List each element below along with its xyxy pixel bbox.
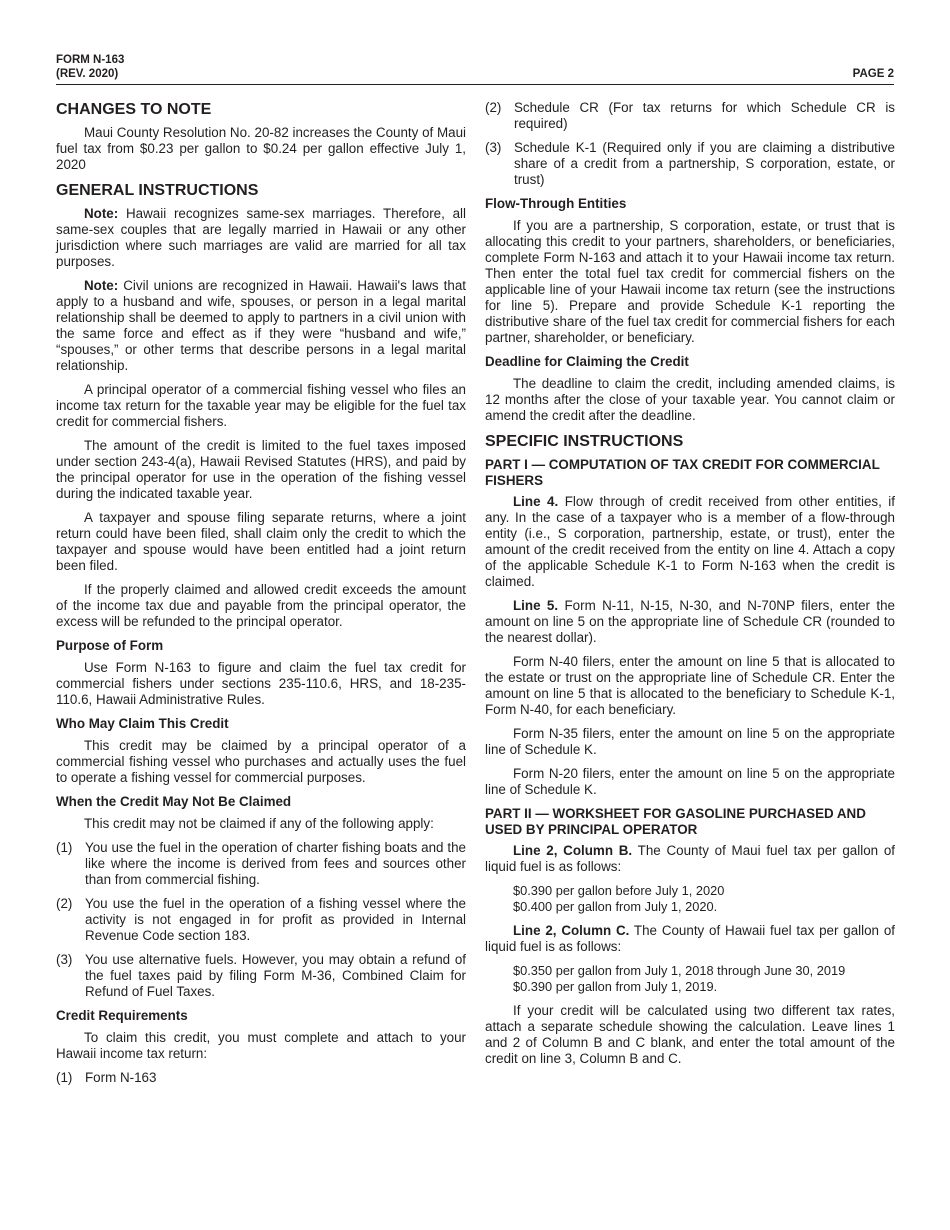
list-item: (1) You use the fuel in the operation of charter fishing boats and the like where the income is derived from fees and sources other than from commercial fishing. bbox=[56, 840, 466, 887]
line-label: Line 5. bbox=[513, 598, 559, 613]
list-item: (1) Form N-163 bbox=[56, 1070, 157, 1085]
line-2b-instructions bbox=[485, 843, 895, 875]
who-may-claim-text: This credit may be claimed by a principal operator of a commercial fishing vessel who purchases and actually uses the fuel to operate a fishing vessel for commercial purposes. bbox=[56, 738, 466, 785]
refund-text: If the properly claimed and allowed credit exceeds the amount of the income tax due and payable from the principal operator, the excess will be refunded to the principal operator. bbox=[56, 582, 466, 629]
left-column bbox=[56, 100, 466, 1094]
maui-rates bbox=[513, 883, 895, 915]
not-claimed-heading: When the Credit May Not Be Claimed bbox=[56, 794, 292, 809]
line-label: Line 2, Column C. bbox=[513, 923, 630, 938]
two-rates-text: If your credit will be calculated using two different tax rates, attach a separate schedule showing the calculation. Leave lines 1 and 2 of Column B and C blank, and enter the total amount of the credit on line 3, Column B and C. bbox=[485, 1003, 895, 1066]
part-1-heading: PART I — COMPUTATION OF TAX CREDIT FOR COMMERCIAL FISHERS bbox=[485, 457, 880, 488]
part-2-heading: PART II — WORKSHEET FOR GASOLINE PURCHASED AND USED BY PRINCIPAL OPERATOR bbox=[485, 806, 866, 837]
form-revision: (REV. 2020) bbox=[56, 68, 119, 80]
line-text: Flow through of credit received from other entities, if any. In the case of a taxpayer who is a member of a flow-through entity (i.e., S corporation, partnership, estate, or trust), enter the amount of the credit received from the entity on line 4. Attach a copy of the applicable Schedule K-1 to Form N-163 when the credit is claimed. bbox=[485, 494, 896, 589]
spouse-filing-text: A taxpayer and spouse filing separate returns, where a joint return could have been filed, shall claim only the credit to which the taxpayer and spouse would have been entitled had a joint return been filed. bbox=[56, 510, 466, 573]
general-instructions-heading: GENERAL INSTRUCTIONS bbox=[56, 182, 259, 199]
flow-through-text: If you are a partnership, S corporation, estate, or trust that is allocating this credit to your partners, shareholders, or beneficiaries, complete Form N-163 and attach it to your Hawaii income tax return. Then enter the total fuel tax credit for commercial fishers on the applicable line of your Hawaii income tax return (see the instructions for line 5). Prepare and provide Schedule K-1 reporting the distributive share of the fuel tax credit for commercial fishers for each partner, shareholder, or beneficiary. bbox=[485, 218, 895, 345]
credit-amount-text: The amount of the credit is limited to the fuel taxes imposed under section 243-4(a), Hawaii Revised Statutes (HRS), and paid by the principal operator for use in the operation of the fishing vessel during the indicated taxable year. bbox=[56, 438, 466, 501]
list-item: (2) Schedule CR (For tax returns for which Schedule CR is required) bbox=[485, 100, 895, 131]
page-header bbox=[56, 52, 894, 85]
list-item: (2) You use the fuel in the operation of a fishing vessel where the activity is not engaged in for profit as provided in Internal Revenue Code section 183. bbox=[56, 896, 466, 943]
line-4-instructions bbox=[485, 494, 895, 590]
not-claimed-intro: This credit may not be claimed if any of the following apply: bbox=[84, 816, 434, 831]
purpose-heading: Purpose of Form bbox=[56, 638, 164, 653]
line-text: The County of Maui fuel tax per gallon of liquid fuel is as follows: bbox=[485, 843, 895, 874]
changes-heading: CHANGES TO NOTE bbox=[56, 101, 212, 118]
right-column bbox=[485, 100, 895, 1075]
line-label: Line 2, Column B. bbox=[513, 843, 633, 858]
form-number: FORM N-163 bbox=[56, 54, 125, 66]
credit-requirements-intro: To claim this credit, you must complete and attach to your Hawaii income tax return: bbox=[56, 1030, 466, 1061]
line-text: Form N-11, N-15, N-30, and N-70NP filers, enter the amount on line 5 on the appropriate line of Schedule CR (rounded to the nearest dollar). bbox=[485, 598, 895, 645]
page-number: PAGE 2 bbox=[852, 68, 894, 80]
principal-operator-text: A principal operator of a commercial fishing vessel who files an income tax return for the taxable year may be eligible for the fuel tax credit for commercial fishers. bbox=[56, 382, 466, 429]
credit-requirements-heading: Credit Requirements bbox=[56, 1008, 188, 1023]
line-5-instructions bbox=[485, 598, 895, 646]
hawaii-rates bbox=[513, 963, 895, 995]
rate-line: $0.400 per gallon from July 1, 2020. bbox=[513, 899, 718, 914]
line-label: Line 4. bbox=[513, 494, 559, 509]
note-label: Note: bbox=[84, 206, 119, 221]
n20-filers-text: Form N-20 filers, enter the amount on line 5 on the appropriate line of Schedule K. bbox=[485, 766, 895, 797]
line-text: The County of Hawaii fuel tax per gallon of liquid fuel is as follows: bbox=[485, 923, 895, 954]
changes-text: Maui County Resolution No. 20-82 increases the County of Maui fuel tax from $0.23 per gallon to $0.24 per gallon effective July 1, 2020 bbox=[56, 125, 466, 172]
note-label: Note: bbox=[84, 278, 119, 293]
note-civil-unions bbox=[56, 278, 466, 374]
who-may-claim-heading: Who May Claim This Credit bbox=[56, 716, 229, 731]
note-same-sex bbox=[56, 206, 466, 270]
deadline-heading: Deadline for Claiming the Credit bbox=[485, 354, 689, 369]
deadline-text: The deadline to claim the credit, including amended claims, is 12 months after the close of your taxable year. You cannot claim or amend the credit after the deadline. bbox=[485, 376, 895, 423]
list-item: (3) You use alternative fuels. However, you may obtain a refund of the fuel taxes paid by filing Form M-36, Combined Claim for Refund of Fuel Taxes. bbox=[56, 952, 466, 999]
purpose-text: Use Form N-163 to figure and claim the fuel tax credit for commercial fishers under sections 235-110.6, HRS, and 18-235-110.6, Hawaii Administrative Rules. bbox=[56, 660, 466, 707]
flow-through-heading: Flow-Through Entities bbox=[485, 196, 627, 211]
note-text: Hawaii recognizes same-sex marriages. Therefore, all same-sex couples that are legally married in Hawaii or any other jurisdiction where such marriages are valid are married for all tax purposes. bbox=[56, 206, 466, 269]
n35-filers-text: Form N-35 filers, enter the amount on line 5 on the appropriate line of Schedule K. bbox=[485, 726, 895, 757]
note-text: Civil unions are recognized in Hawaii. Hawaii's laws that apply to a husband and wife, spouses, or person in a legal marital relationship shall be deemed to apply to partners in a civil union with the same force and effect as if they were “husband and wife,” “spouses,” or other terms that describe persons in a legal marital relationship. bbox=[56, 278, 466, 373]
line-2c-instructions bbox=[485, 923, 895, 955]
n40-filers-text: Form N-40 filers, enter the amount on line 5 that is allocated to the estate or trust on the appropriate line of Schedule CR. Enter the amount on line 5 that is allocated to the beneficiary to Schedule K-1, Form N-40, for each beneficiary. bbox=[485, 654, 895, 717]
rate-line: $0.390 per gallon before July 1, 2020 bbox=[513, 883, 725, 898]
list-item: (3) Schedule K-1 (Required only if you are claiming a distributive share of a credit from a partnership, S corporation, estate, or trust) bbox=[485, 140, 895, 187]
form-id bbox=[56, 53, 124, 81]
rate-line: $0.390 per gallon from July 1, 2019. bbox=[513, 979, 718, 994]
rate-line: $0.350 per gallon from July 1, 2018 through June 30, 2019 bbox=[513, 963, 846, 978]
specific-instructions-heading: SPECIFIC INSTRUCTIONS bbox=[485, 433, 684, 450]
